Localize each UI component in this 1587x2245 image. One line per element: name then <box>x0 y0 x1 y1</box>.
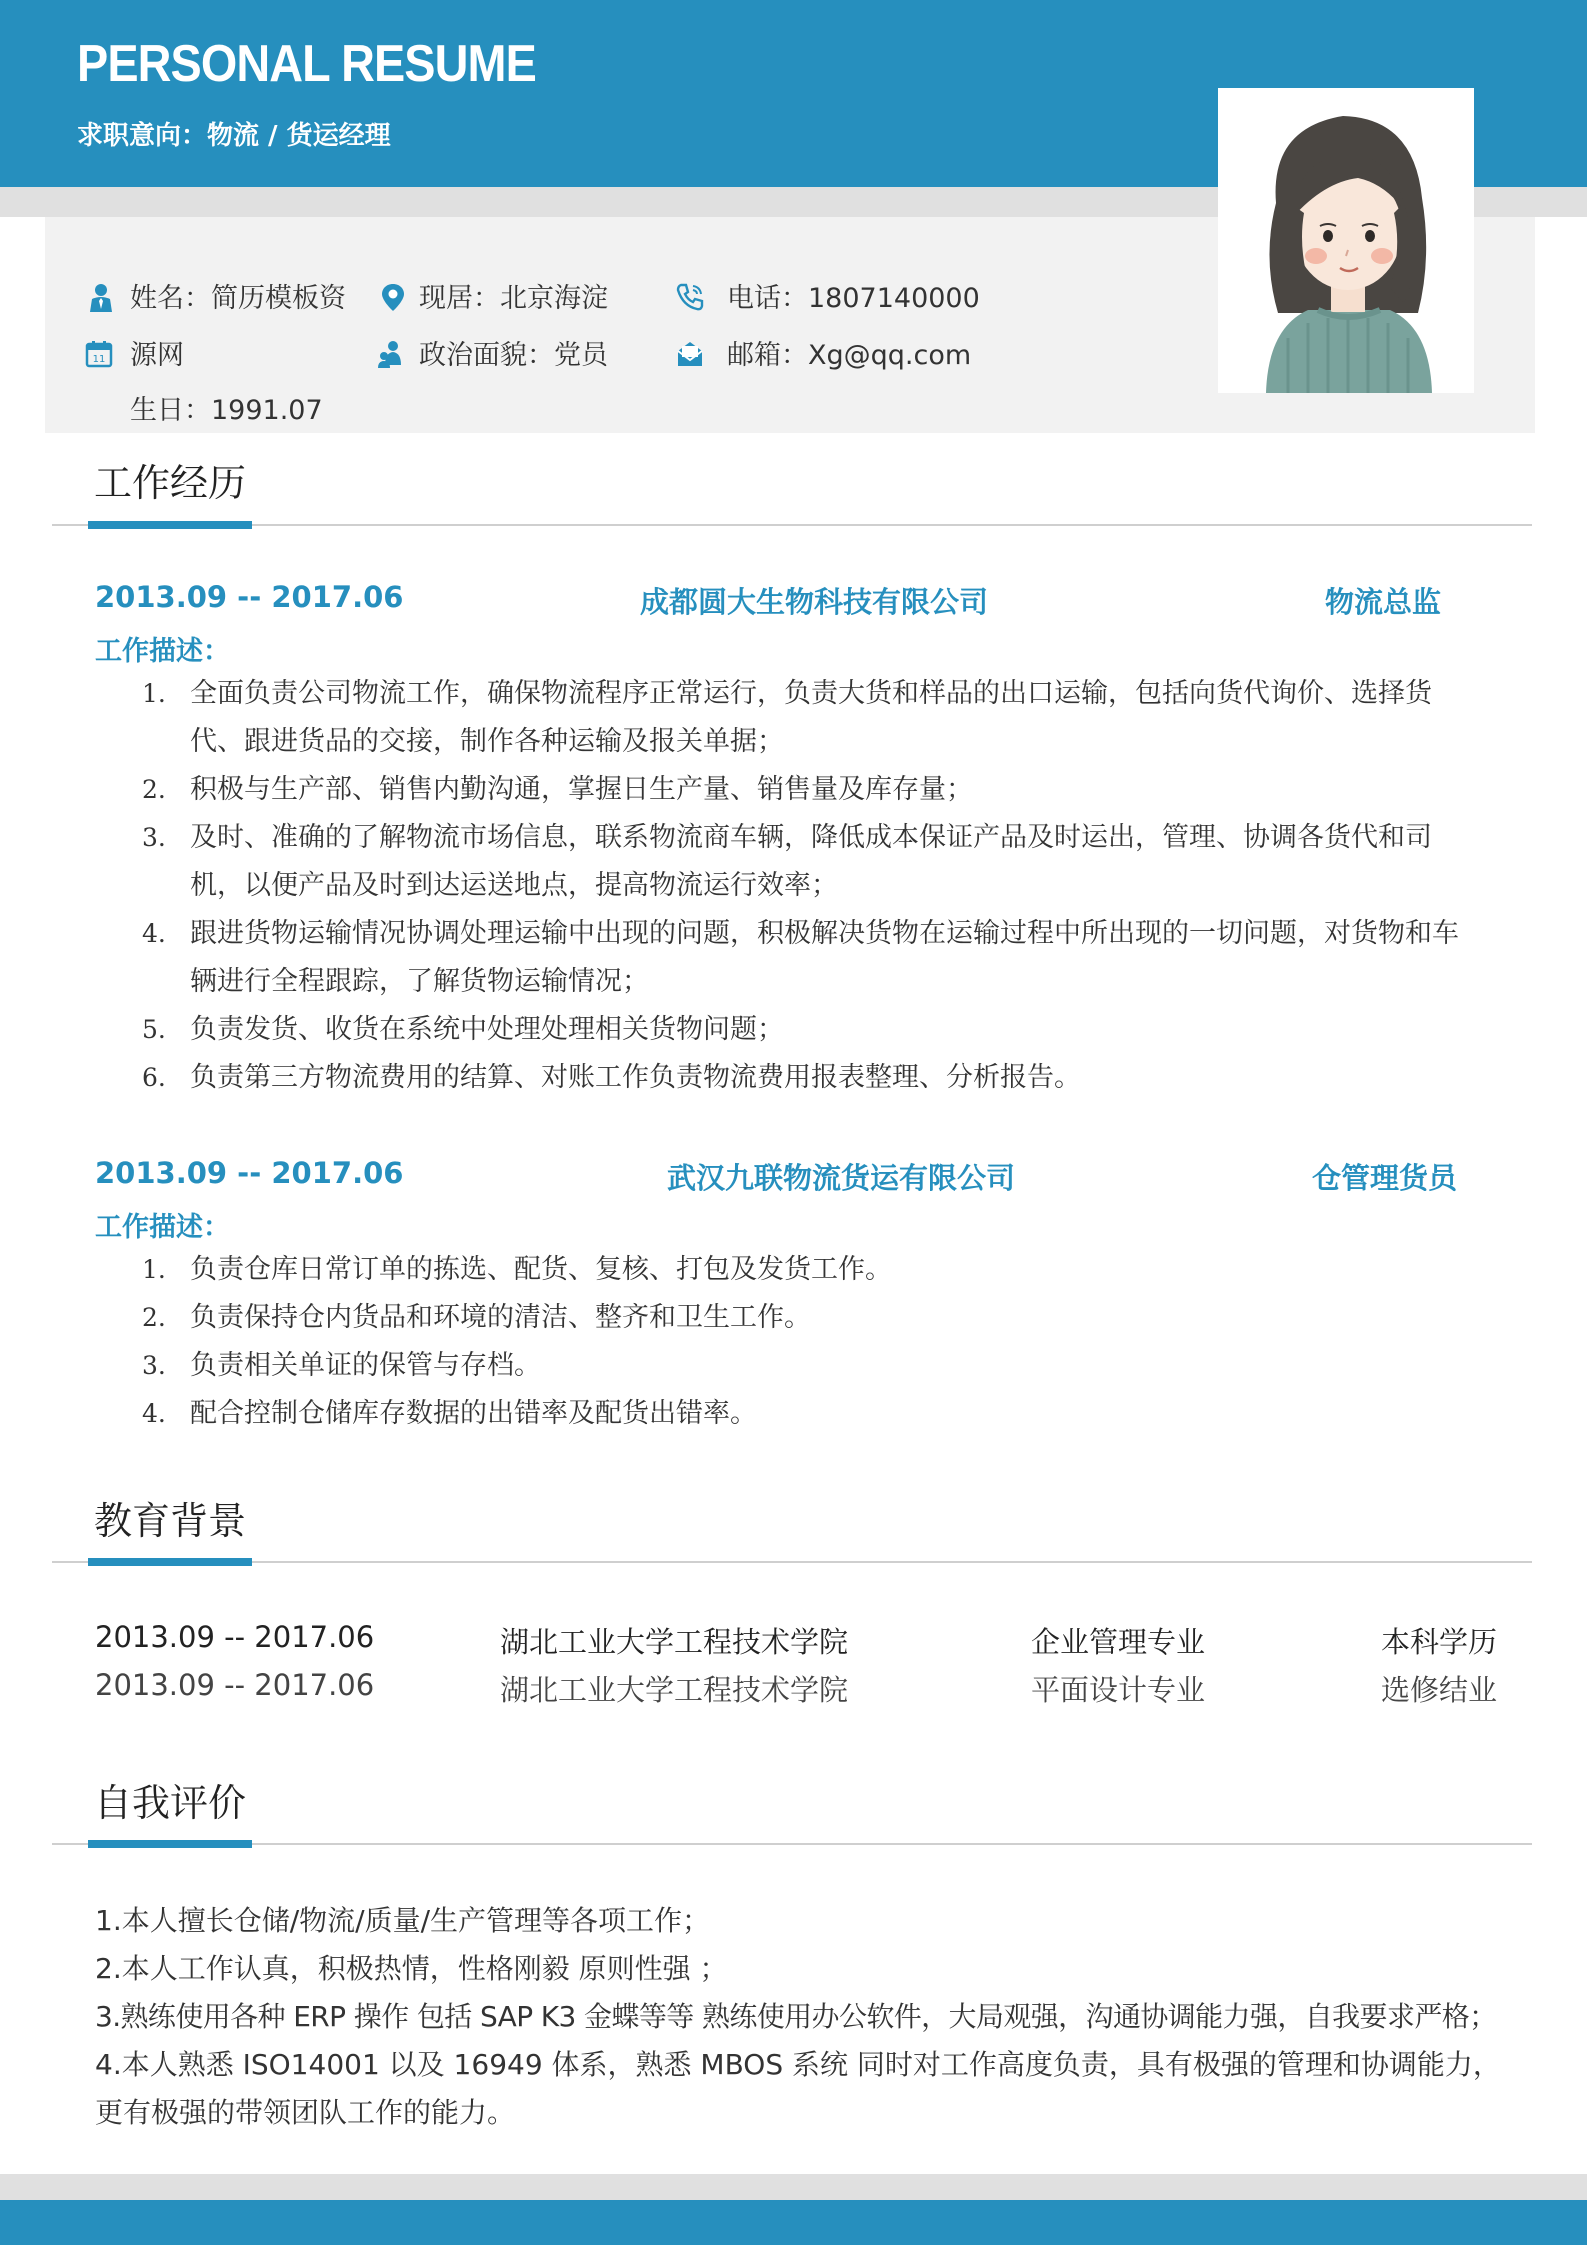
job-period: 2013.09 -- 2017.06 <box>95 1156 404 1190</box>
edu-period: 2013.09 -- 2017.06 <box>95 1620 375 1654</box>
work-section-accent-bar <box>88 521 252 529</box>
work-section-heading: 工作经历 <box>94 461 247 505</box>
info-name-continued: 源网 <box>130 340 184 371</box>
person-icon <box>86 283 116 313</box>
education-section-divider <box>52 1561 1532 1563</box>
job-company: 成都圆大生物科技有限公司 <box>640 585 989 619</box>
footer-band <box>0 2200 1587 2245</box>
list-item: 5. 负责发货、收货在系统中处理处理相关货物问题； <box>142 1014 784 1045</box>
self-evaluation-line: 3.熟练使用各种 ERP 操作 包括 SAP K3 金蝶等等 熟练使用办公软件，大局观强，沟通协调能力强，自我要求严格； <box>95 2000 1497 2033</box>
list-item: 2. 负责保持仓内货品和环境的清洁、整齐和卫生工作。 <box>142 1302 811 1333</box>
job-title: 仓管理货员 <box>1312 1161 1458 1195</box>
info-residence: 现居：北京海淀 <box>419 283 608 314</box>
info-political-status: 政治面貌：党员 <box>419 340 608 371</box>
self-evaluation-divider <box>52 1843 1532 1845</box>
job-duties-list <box>0 670 1460 1102</box>
job-period: 2013.09 -- 2017.06 <box>95 580 404 614</box>
edu-degree: 本科学历 <box>1381 1625 1498 1659</box>
job-duties-list <box>0 1246 1460 1438</box>
edu-school: 湖北工业大学工程技术学院 <box>500 1625 849 1659</box>
self-evaluation-heading: 自我评价 <box>94 1781 247 1825</box>
location-pin-icon <box>378 282 408 312</box>
edu-major: 平面设计专业 <box>1031 1673 1206 1707</box>
work-section-divider <box>52 524 1532 526</box>
list-item: 3. 及时、准确的了解物流市场信息，联系物流商车辆，降低成本保证产品及时运出，管理、协调各货代和司机，以便产品及时到达运送地点，提高物流运行效率； <box>142 822 1432 901</box>
list-item: 4. 配合控制仓储库存数据的出错率及配货出错率。 <box>142 1398 757 1429</box>
list-item: 6. 负责第三方物流费用的结算、对账工作负责物流费用报表整理、分析报告。 <box>142 1062 1081 1093</box>
group-icon <box>376 339 406 369</box>
list-item: 3. 负责相关单证的保管与存档。 <box>142 1350 541 1381</box>
phone-icon <box>675 282 705 312</box>
edu-major: 企业管理专业 <box>1031 1625 1206 1659</box>
self-evaluation-line: 1.本人擅长仓储/物流/质量/生产管理等各项工作； <box>95 1904 711 1937</box>
calendar-icon <box>84 339 114 369</box>
footer-shadow-strip <box>0 2174 1587 2200</box>
job-description-label: 工作描述： <box>95 1212 230 1243</box>
self-evaluation-line: 2.本人工作认真，积极热情，性格刚毅 原则性强 ； <box>95 1952 728 1985</box>
job-objective: 求职意向：物流 / 货运经理 <box>77 121 391 151</box>
education-section-accent-bar <box>88 1558 252 1566</box>
info-phone: 电话：1807140000 <box>727 283 980 314</box>
resume-title: PERSONAL RESUME <box>77 35 536 93</box>
self-evaluation-line: 4.本人熟悉 ISO14001 以及 16949 体系，熟悉 MBOS 系统 同时对工作高度负责，具有极强的管理和协调能力，更有极强的带领团队工作的能力。 <box>95 2048 1501 2129</box>
edu-school: 湖北工业大学工程技术学院 <box>500 1673 849 1707</box>
list-item: 1. 全面负责公司物流工作，确保物流程序正常运行，负责大货和样品的出口运输，包括向货代询价、选择货代、跟进货品的交接，制作各种运输及报关单据； <box>142 678 1432 757</box>
job-company: 武汉九联物流货运有限公司 <box>667 1161 1016 1195</box>
info-name: 姓名：简历模板资 <box>130 283 346 314</box>
svg-text:11: 11 <box>92 354 106 365</box>
job-title: 物流总监 <box>1325 585 1442 619</box>
mail-icon <box>675 339 705 369</box>
self-evaluation-accent-bar <box>88 1840 252 1848</box>
info-email: 邮箱：Xg@qq.com <box>727 340 972 371</box>
profile-photo <box>1218 88 1474 393</box>
list-item: 4. 跟进货物运输情况协调处理运输中出现的问题，积极解决货物在运输过程中所出现的一切问题，对货物和车辆进行全程跟踪，了解货物运输情况； <box>142 918 1459 997</box>
edu-period: 2013.09 -- 2017.06 <box>95 1668 375 1702</box>
info-birthday: 生日：1991.07 <box>130 395 323 426</box>
edu-degree: 选修结业 <box>1381 1673 1498 1707</box>
job-description-label: 工作描述： <box>95 636 230 667</box>
list-item: 1. 负责仓库日常订单的拣选、配货、复核、打包及发货工作。 <box>142 1254 892 1285</box>
self-evaluation-text <box>95 1897 1515 2137</box>
list-item: 2. 积极与生产部、销售内勤沟通，掌握日生产量、销售量及库存量； <box>142 774 973 805</box>
education-section-heading: 教育背景 <box>94 1499 247 1543</box>
